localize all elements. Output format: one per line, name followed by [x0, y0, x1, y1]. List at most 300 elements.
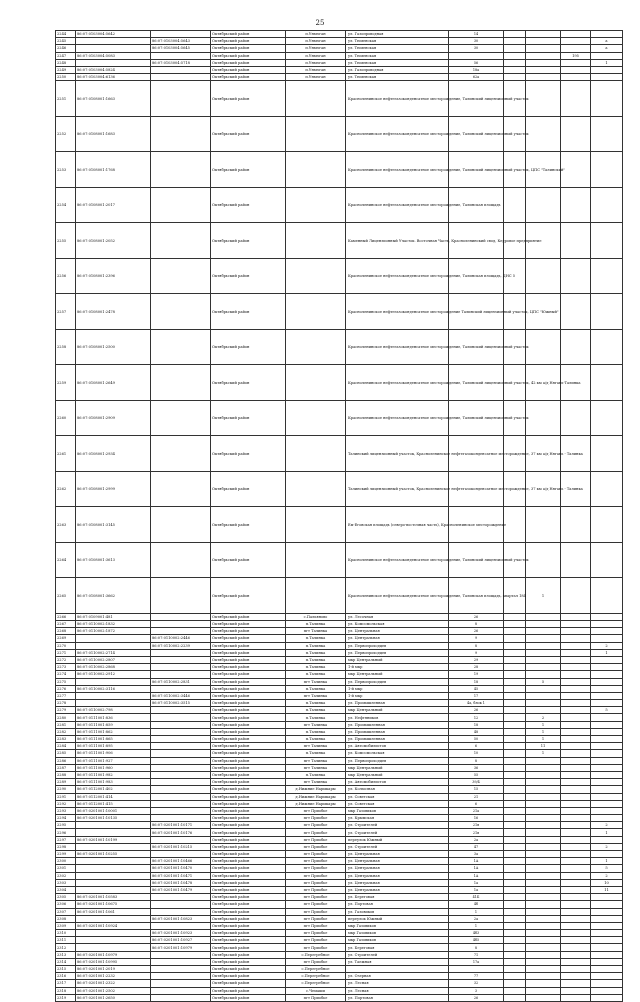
table-cell	[526, 649, 561, 656]
table-row	[56, 743, 623, 750]
table-cell: п.Унъюган	[286, 38, 346, 45]
table-cell: 2308	[56, 915, 76, 922]
table-cell	[591, 81, 623, 117]
table-cell	[504, 59, 526, 66]
table-cell	[561, 973, 591, 980]
table-cell	[561, 400, 591, 436]
table-cell	[561, 31, 591, 38]
table-cell	[151, 851, 211, 858]
table-cell	[151, 721, 211, 728]
table-cell	[591, 223, 623, 259]
table-row	[56, 757, 623, 764]
table-cell	[504, 750, 526, 757]
table-cell: 2311	[56, 937, 76, 944]
table-cell: 2273	[56, 664, 76, 671]
table-cell: ул. Таежная	[346, 958, 449, 965]
register-table	[55, 30, 623, 1002]
table-cell	[561, 685, 591, 692]
table-cell: 2290	[56, 786, 76, 793]
table-cell: 2287	[56, 764, 76, 771]
table-cell: 4б5	[449, 937, 504, 944]
table-cell	[286, 329, 346, 365]
table-cell	[526, 865, 561, 872]
table-row	[56, 937, 623, 944]
table-cell: 2269	[56, 635, 76, 642]
table-cell: ул. Лесная	[346, 987, 449, 994]
table-cell	[561, 994, 591, 1001]
table-cell: 2247	[56, 52, 76, 59]
table-cell	[561, 728, 591, 735]
table-cell: 2288	[56, 771, 76, 778]
table-cell: Октябрьский район	[211, 38, 286, 45]
table-row	[56, 31, 623, 38]
table-cell	[504, 649, 526, 656]
table-cell	[504, 858, 526, 865]
table-cell	[561, 664, 591, 671]
table-cell: 86:07:0110002:1872	[76, 628, 151, 635]
table-cell: п.Талинка	[286, 714, 346, 721]
table-row	[56, 542, 623, 578]
table-cell: Октябрьский район	[211, 578, 286, 614]
table-cell: Октябрьский район	[211, 116, 286, 152]
table-row	[56, 822, 623, 829]
table-cell: ул. Центральная	[346, 628, 449, 635]
table-cell: ул. Портовая	[346, 994, 449, 1001]
table-cell: 10	[591, 879, 623, 886]
table-cell: ул. Тюменская	[346, 59, 449, 66]
table-cell: Красноленинское нефтегазоконденсатное месторождение, Талинский лицензионный участок	[346, 542, 449, 578]
table-cell: Октябрьский район	[211, 851, 286, 858]
table-cell: Октябрьский район	[211, 365, 286, 401]
table-cell: Октябрьский район	[211, 886, 286, 893]
table-cell	[526, 66, 561, 73]
table-cell	[591, 764, 623, 771]
table-cell: Октябрьский район	[211, 908, 286, 915]
table-cell: ул. Строителей	[346, 843, 449, 850]
table-cell: с.Перегребное	[286, 951, 346, 958]
table-cell	[76, 858, 151, 865]
table-cell	[561, 671, 591, 678]
table-cell	[526, 74, 561, 81]
table-cell	[561, 879, 591, 886]
table-cell	[561, 116, 591, 152]
table-cell: 2301	[56, 865, 76, 872]
table-cell	[151, 757, 211, 764]
table-cell	[526, 966, 561, 973]
table-cell: ул. Первопроходцев	[346, 642, 449, 649]
table-cell: Октябрьский район	[211, 743, 286, 750]
table-cell: Красноленинское нефтегазоконденсатное месторождение, Талинский лицензионный участок	[346, 81, 449, 117]
table-cell: ул. Комсомольская	[346, 750, 449, 757]
table-cell	[151, 258, 211, 294]
table-row	[56, 800, 623, 807]
table-cell	[504, 994, 526, 1001]
table-cell	[526, 980, 561, 987]
binding-edge	[0, 0, 6, 905]
table-row	[56, 764, 623, 771]
table-cell: Талинский лицензионный участок, Красноленинское нефтегазоконденсатное месторождение, 37 км а/д Нягань - Талинка	[346, 436, 449, 472]
table-cell	[504, 31, 526, 38]
table-cell	[526, 707, 561, 714]
table-cell	[526, 757, 561, 764]
table-cell	[591, 621, 623, 628]
table-cell: п.Талинка	[286, 728, 346, 735]
table-cell	[561, 721, 591, 728]
table-cell: 86:07:0109001:481	[76, 613, 151, 620]
table-cell: п.Талинка	[286, 642, 346, 649]
table-cell: 2263	[56, 507, 76, 543]
table-cell: 26	[449, 994, 504, 1001]
table-row	[56, 507, 623, 543]
table-cell	[526, 656, 561, 663]
table-cell	[526, 851, 561, 858]
table-cell	[151, 507, 211, 543]
table-cell	[591, 958, 623, 965]
table-cell: Октябрьский район	[211, 507, 286, 543]
table-cell: п.Унъюган	[286, 52, 346, 59]
table-cell	[591, 915, 623, 922]
table-row	[56, 865, 623, 872]
table-cell	[151, 152, 211, 188]
table-cell	[151, 66, 211, 73]
table-cell	[561, 836, 591, 843]
table-row	[56, 66, 623, 73]
table-cell	[504, 865, 526, 872]
table-cell: 47	[449, 843, 504, 850]
table-cell: Октябрьский район	[211, 707, 286, 714]
table-cell	[504, 692, 526, 699]
table-cell: Октябрьский район	[211, 258, 286, 294]
table-row	[56, 38, 623, 45]
table-cell: 2276	[56, 685, 76, 692]
table-cell: 71	[449, 951, 504, 958]
table-cell: пгт Талинка	[286, 721, 346, 728]
table-cell	[286, 578, 346, 614]
table-cell	[526, 671, 561, 678]
table-cell	[561, 793, 591, 800]
table-cell: 4б	[449, 901, 504, 908]
table-cell: 2274	[56, 671, 76, 678]
table-cell: 86:07:0110002:3515	[151, 700, 211, 707]
table-cell: ул. Центральная	[346, 886, 449, 893]
table-cell	[76, 678, 151, 685]
table-cell	[591, 116, 623, 152]
table-cell	[504, 836, 526, 843]
table-cell	[504, 757, 526, 764]
table-cell: 2286	[56, 757, 76, 764]
table-cell: 86:07:0201001:10979	[76, 951, 151, 958]
table-cell	[561, 944, 591, 951]
table-cell	[286, 116, 346, 152]
table-cell	[504, 736, 526, 743]
table-cell	[591, 815, 623, 822]
table-cell	[151, 707, 211, 714]
table-cell	[591, 400, 623, 436]
table-cell: 1	[526, 578, 561, 614]
table-cell: 86:07:0201001:10176	[151, 829, 211, 836]
table-cell: Октябрьский район	[211, 635, 286, 642]
table-cell	[591, 52, 623, 59]
table-cell: 2270	[56, 642, 76, 649]
table-cell: Красноленинское нефтегазоконденсатное месторождение, Талинский лицензионный участок, ЦПС "Талинский"	[346, 152, 449, 188]
table-cell: 86:07:0108001:2500	[76, 329, 151, 365]
table-cell: Талинский лицензионный участок, Красноленинское нефтегазоконденсатное месторождение, 37 км а/д Нягань - Талинка	[346, 471, 449, 507]
table-cell: 86:07:0201001:10979	[151, 944, 211, 951]
table-cell	[561, 578, 591, 614]
table-cell: Октябрьский район	[211, 750, 286, 757]
table-cell: 86:07:0201001:2232	[76, 973, 151, 980]
table-cell: 2284	[56, 743, 76, 750]
table-cell	[504, 664, 526, 671]
table-cell: 86:07:0110002:2714	[76, 649, 151, 656]
table-cell	[561, 843, 591, 850]
table-cell: п.Талинка	[286, 685, 346, 692]
table-cell: с.Чемаши	[286, 987, 346, 994]
table-cell: ул. Первопроходцев	[346, 757, 449, 764]
table-row	[56, 692, 623, 699]
table-cell	[526, 642, 561, 649]
table-cell: 86:07:0201001:10171	[151, 822, 211, 829]
table-cell	[151, 786, 211, 793]
table-cell: пгт Приобье	[286, 858, 346, 865]
table-cell	[526, 621, 561, 628]
table-cell: 8	[449, 642, 504, 649]
table-cell	[561, 786, 591, 793]
table-cell: ул. Центральная	[346, 879, 449, 886]
table-cell	[526, 922, 561, 929]
table-cell: п.Талинка	[286, 635, 346, 642]
table-cell: 2265	[56, 578, 76, 614]
table-cell: п.Унъюган	[286, 66, 346, 73]
table-cell: Октябрьский район	[211, 994, 286, 1001]
table-cell	[151, 779, 211, 786]
table-cell: 2258	[56, 329, 76, 365]
table-cell: пгт Приобье	[286, 822, 346, 829]
table-cell: 26	[449, 628, 504, 635]
table-cell	[151, 922, 211, 929]
table-cell: 86:07:0110002:2239	[151, 642, 211, 649]
table-cell	[151, 74, 211, 81]
table-cell	[526, 685, 561, 692]
table-cell: 2246	[56, 45, 76, 52]
table-cell	[151, 542, 211, 578]
table-cell: Красноленинское нефтегазоконденсатное месторождение, Талинская площадь, квартал 184	[346, 578, 449, 614]
table-cell	[526, 894, 561, 901]
table-cell	[76, 642, 151, 649]
table-cell: Октябрьский район	[211, 678, 286, 685]
table-cell	[591, 471, 623, 507]
table-cell	[591, 779, 623, 786]
table-row	[56, 152, 623, 188]
table-cell: ул. Колхозная	[346, 786, 449, 793]
table-row	[56, 786, 623, 793]
table-cell	[526, 38, 561, 45]
table-cell	[504, 621, 526, 628]
table-cell	[561, 966, 591, 973]
table-cell	[591, 994, 623, 1001]
table-cell	[591, 800, 623, 807]
table-cell: д.Нижние Нарыкары	[286, 800, 346, 807]
table-cell: пгт Талинка	[286, 692, 346, 699]
table-row	[56, 994, 623, 1001]
table-cell: 39/4	[449, 779, 504, 786]
table-cell	[526, 187, 561, 223]
table-cell	[526, 31, 561, 38]
table-cell: 1-й мкр	[346, 692, 449, 699]
table-cell: Октябрьский район	[211, 757, 286, 764]
table-cell	[504, 966, 526, 973]
table-cell: 2297	[56, 836, 76, 843]
table-cell: 86:07:0103004:5718	[151, 59, 211, 66]
table-cell	[504, 973, 526, 980]
table-cell: 9	[449, 635, 504, 642]
table-cell	[591, 973, 623, 980]
table-cell	[591, 951, 623, 958]
table-cell	[561, 187, 591, 223]
table-cell: пгт Приобье	[286, 829, 346, 836]
table-cell: Октябрьский район	[211, 152, 286, 188]
table-cell	[151, 800, 211, 807]
table-cell: 2268	[56, 628, 76, 635]
table-cell: 86:07:0103004:6136	[76, 74, 151, 81]
table-cell: Октябрьский район	[211, 764, 286, 771]
table-cell	[526, 951, 561, 958]
table-cell	[561, 642, 591, 649]
table-row	[56, 987, 623, 994]
table-cell: Октябрьский район	[211, 865, 286, 872]
table-cell: 2275	[56, 678, 76, 685]
table-cell: п.Талинка	[286, 671, 346, 678]
table-cell: 86:07:0201001:2650	[76, 994, 151, 1001]
table-cell: 86:07:0103004:5643	[151, 38, 211, 45]
table-cell: 48	[449, 728, 504, 735]
table-cell	[504, 685, 526, 692]
table-cell: пгт Талинка	[286, 757, 346, 764]
table-cell	[504, 879, 526, 886]
table-cell	[504, 829, 526, 836]
table-cell	[591, 980, 623, 987]
table-row	[56, 851, 623, 858]
table-cell	[504, 937, 526, 944]
table-cell: Октябрьский район	[211, 656, 286, 663]
table-cell: 86:07:0111001:983	[76, 779, 151, 786]
table-cell	[526, 822, 561, 829]
table-cell	[591, 901, 623, 908]
table-cell	[591, 628, 623, 635]
table-cell: 86:07:0108001:2017	[76, 187, 151, 223]
table-cell: Октябрьский район	[211, 829, 286, 836]
table-cell	[591, 930, 623, 937]
table-cell	[76, 59, 151, 66]
table-cell	[591, 66, 623, 73]
table-cell: мкр Центральный	[346, 671, 449, 678]
table-cell	[526, 836, 561, 843]
table-row	[56, 649, 623, 656]
table-cell: ул. Центральная	[346, 858, 449, 865]
table-cell	[504, 944, 526, 951]
table-cell: 86:07:0111001:960	[76, 764, 151, 771]
table-cell: 86:07:0201001:10135	[76, 815, 151, 822]
table-cell	[561, 66, 591, 73]
table-cell	[526, 700, 561, 707]
table-cell: 5	[591, 707, 623, 714]
table-cell: Октябрьский район	[211, 966, 286, 973]
table-cell: 18а	[449, 66, 504, 73]
table-cell	[561, 258, 591, 294]
table-cell: Октябрьский район	[211, 843, 286, 850]
table-cell: 86:07:0111001:862	[76, 728, 151, 735]
table-cell	[526, 858, 561, 865]
table-cell	[504, 52, 526, 59]
table-cell	[286, 507, 346, 543]
table-cell	[526, 764, 561, 771]
table-cell: 2261	[56, 436, 76, 472]
table-cell: Красноленинское нефтегазоконденсатное месторождение Талинский лицензионный участок, ЦПС "Южный"	[346, 294, 449, 330]
table-cell: 86:07:0201001:10675	[76, 901, 151, 908]
table-cell: Красноленинское нефтегазоконденсатное месторождение, Талинская площадь	[346, 187, 449, 223]
table-cell	[504, 635, 526, 642]
table-cell: п.Унъюган	[286, 45, 346, 52]
table-cell: пгт Талинка	[286, 628, 346, 635]
table-cell: Красноленинское нефтегазоконденсатное месторождение, Талинская площадь, ДНС 5	[346, 258, 449, 294]
table-cell	[591, 578, 623, 614]
table-row	[56, 736, 623, 743]
table-cell	[561, 800, 591, 807]
table-cell	[286, 187, 346, 223]
table-row	[56, 886, 623, 893]
table-cell: Октябрьский район	[211, 714, 286, 721]
table-cell: 2262	[56, 471, 76, 507]
table-cell	[591, 542, 623, 578]
table-cell	[151, 736, 211, 743]
table-row	[56, 728, 623, 735]
table-cell: ул. Первопроходцев	[346, 678, 449, 685]
table-cell: п.Талинка	[286, 649, 346, 656]
table-cell	[591, 656, 623, 663]
table-cell	[526, 692, 561, 699]
table-cell	[151, 815, 211, 822]
table-cell: 2303	[56, 879, 76, 886]
table-cell: 1-й мкр	[346, 664, 449, 671]
table-cell: 1А	[449, 865, 504, 872]
table-cell: п.Унъюган	[286, 31, 346, 38]
table-cell: Октябрьский район	[211, 951, 286, 958]
table-cell: 5	[526, 678, 561, 685]
table-cell	[591, 329, 623, 365]
table-cell	[591, 807, 623, 814]
table-cell: 21	[449, 793, 504, 800]
table-cell: 2299	[56, 851, 76, 858]
table-cell: 26	[449, 707, 504, 714]
table-cell: 2285	[56, 750, 76, 757]
table-cell: 3	[449, 987, 504, 994]
table-cell	[526, 116, 561, 152]
table-cell	[526, 771, 561, 778]
table-cell: 5	[591, 865, 623, 872]
table-cell	[561, 700, 591, 707]
table-cell	[504, 872, 526, 879]
table-cell: ул. Портовая	[346, 901, 449, 908]
table-cell: 86:07:0108001:2999	[76, 471, 151, 507]
table-cell: Октябрьский район	[211, 471, 286, 507]
table-cell: 86:07:0111001:865	[76, 736, 151, 743]
table-row	[56, 843, 623, 850]
table-cell	[76, 38, 151, 45]
table-cell	[561, 894, 591, 901]
table-row	[56, 779, 623, 786]
table-cell: 8	[449, 757, 504, 764]
table-cell: Красноленинское нефтегазоконденсатное месторождение, Талинский лицензионный участок	[346, 329, 449, 365]
